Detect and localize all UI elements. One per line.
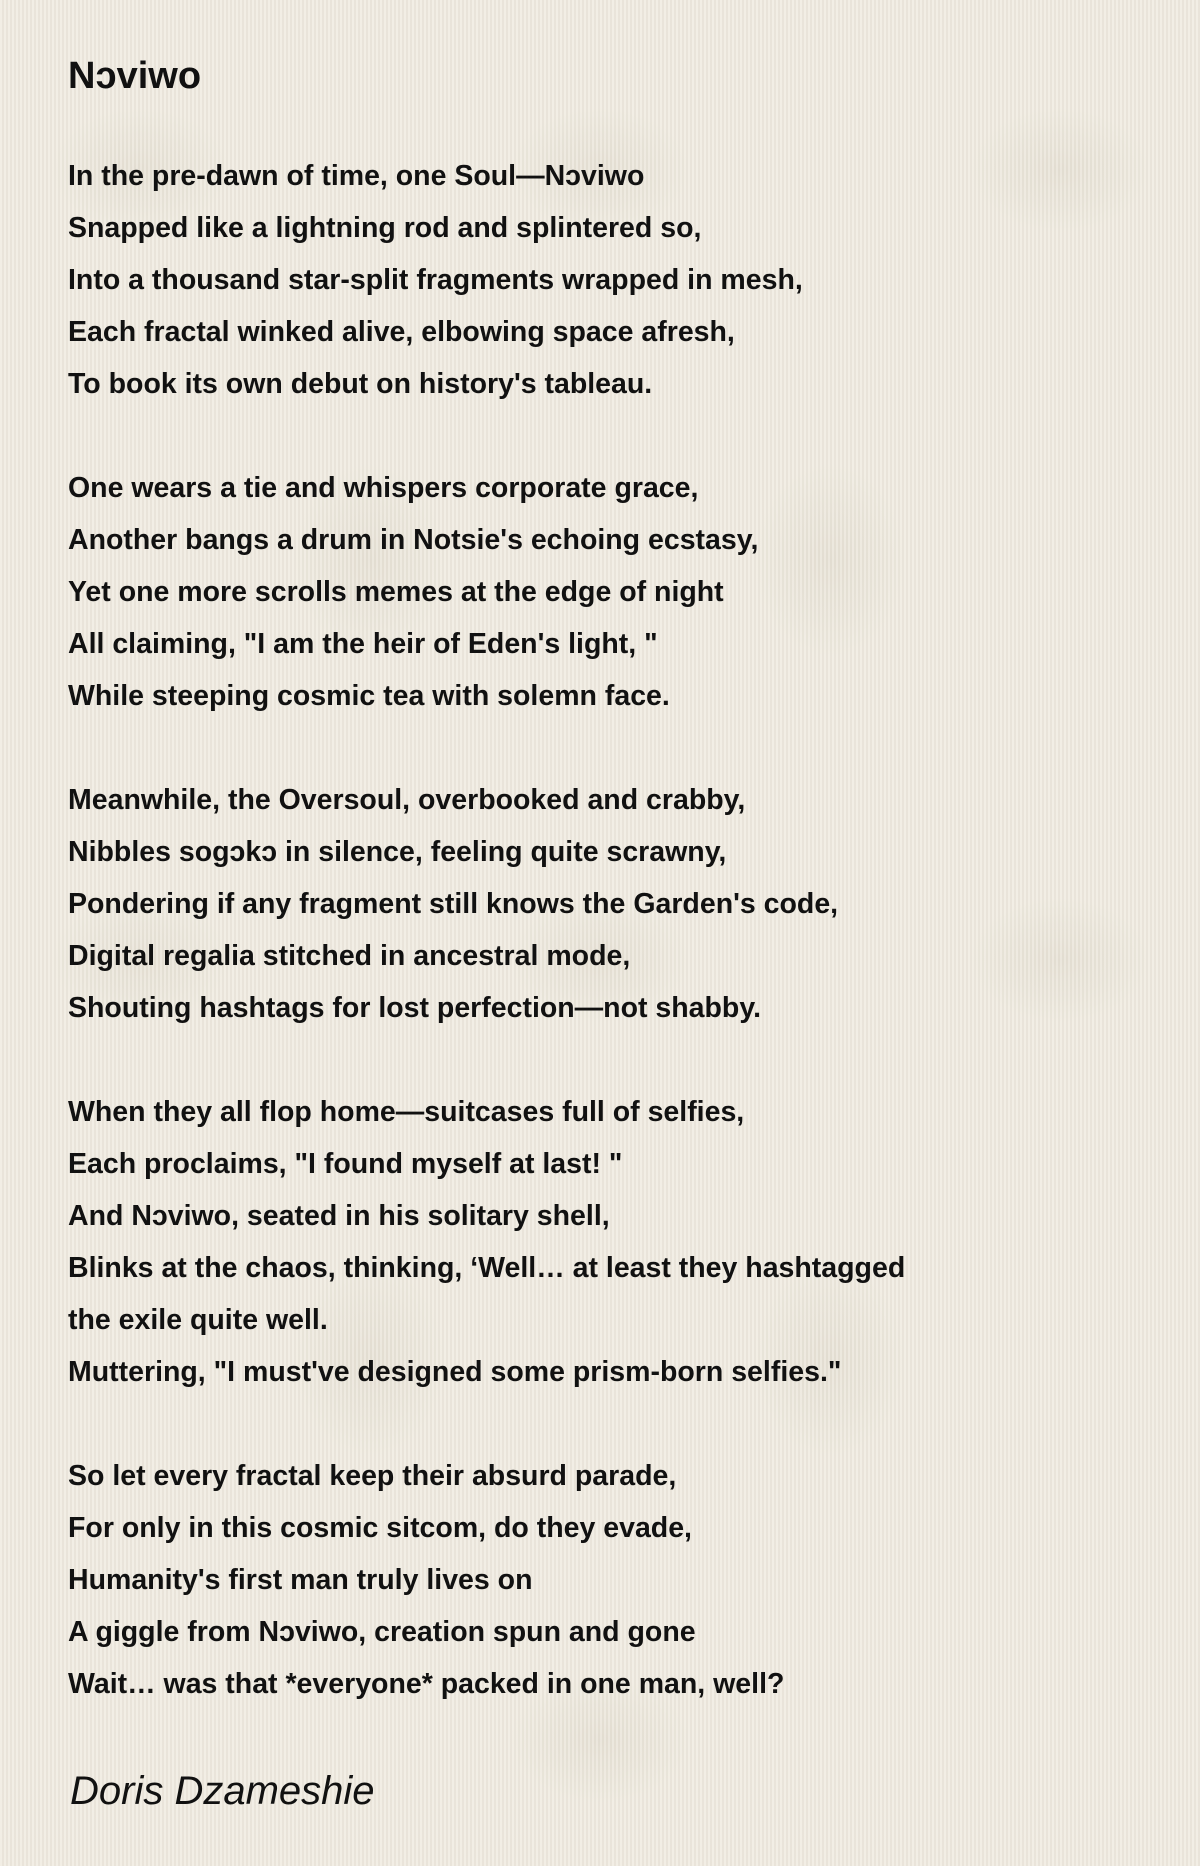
poem-title: Nɔviwo: [68, 55, 202, 97]
poem-line: For only in this cosmic sitcom, do they evade,: [68, 1512, 692, 1544]
poem-line: Wait… was that *everyone* packed in one man, well?: [68, 1668, 785, 1700]
poem-line: Yet one more scrolls memes at the edge of night: [68, 576, 724, 608]
poem-line: Snapped like a lightning rod and splintered so,: [68, 212, 702, 244]
poem-line: the exile quite well.: [68, 1304, 328, 1336]
stanza-2: [68, 462, 1168, 722]
stanza-4: [68, 1086, 1168, 1398]
poem-line: Shouting hashtags for lost perfection—not shabby.: [68, 992, 761, 1024]
poem-line: Meanwhile, the Oversoul, overbooked and crabby,: [68, 784, 746, 816]
poem-line: Each fractal winked alive, elbowing space afresh,: [68, 316, 735, 348]
poem-line: Another bangs a drum in Notsie's echoing ecstasy,: [68, 524, 759, 556]
poem-line: All claiming, "I am the heir of Eden's light, ": [68, 628, 658, 660]
poem-line: A giggle from Nɔviwo, creation spun and gone: [68, 1616, 696, 1648]
poem-line: When they all flop home—suitcases full of selfies,: [68, 1096, 745, 1128]
poem-line: While steeping cosmic tea with solemn face.: [68, 680, 670, 712]
poem-line: Into a thousand star-split fragments wrapped in mesh,: [68, 264, 803, 296]
stanza-1: [68, 150, 1168, 410]
poem-line: So let every fractal keep their absurd parade,: [68, 1460, 677, 1492]
poem-line: Blinks at the chaos, thinking, ‘Well… at least they hashtagged: [68, 1252, 906, 1284]
poem-line: One wears a tie and whispers corporate grace,: [68, 472, 699, 504]
poem-body: [68, 150, 1168, 1762]
poem-line: Muttering, "I must've designed some prism-born selfies.": [68, 1356, 842, 1388]
stanza-5: [68, 1450, 1168, 1710]
poem-author: Doris Dzameshie: [70, 1769, 375, 1813]
stanza-3: [68, 774, 1168, 1034]
poem-line: In the pre-dawn of time, one Soul—Nɔviwo: [68, 160, 645, 192]
poem-line: To book its own debut on history's tableau.: [68, 368, 653, 400]
poem-line: Nibbles sogɔkɔ in silence, feeling quite scrawny,: [68, 836, 727, 868]
poem-line: Digital regalia stitched in ancestral mode,: [68, 940, 631, 972]
poem-line: Pondering if any fragment still knows the Garden's code,: [68, 888, 839, 920]
poem-line: Humanity's first man truly lives on: [68, 1564, 533, 1596]
poem-line: Each proclaims, "I found myself at last! ": [68, 1148, 623, 1180]
poem-line: And Nɔviwo, seated in his solitary shell,: [68, 1200, 610, 1232]
